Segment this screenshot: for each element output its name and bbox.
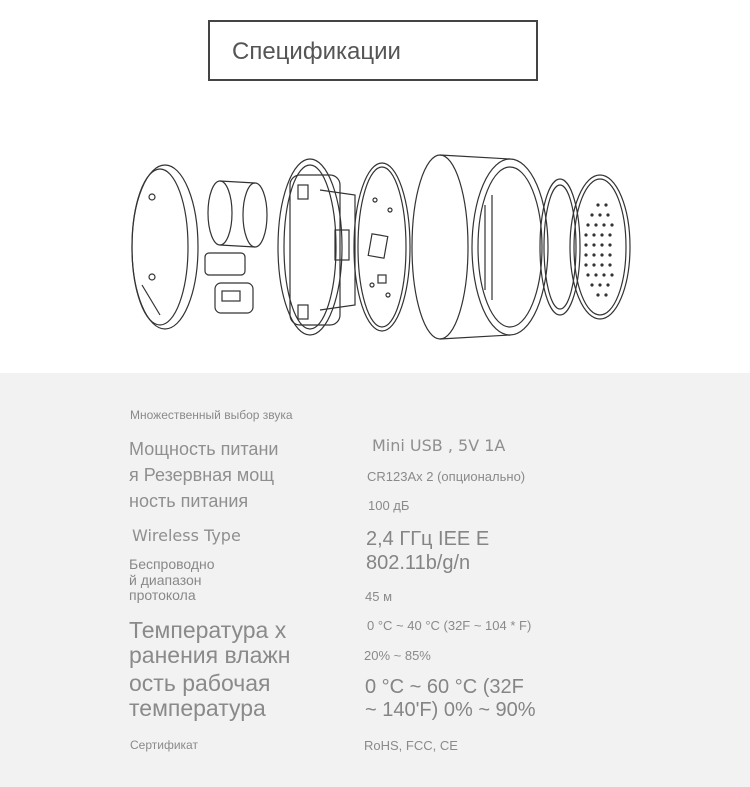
- exploded-device-diagram-icon: [120, 145, 640, 350]
- range-label-line-2: й диапазон: [129, 572, 202, 588]
- title-box: [208, 20, 538, 81]
- wireless-type-label: Wireless Type: [132, 526, 241, 545]
- power-label-line-3: ность питания: [129, 491, 249, 511]
- power-value: Mini USB , 5V 1A: [372, 436, 506, 455]
- range-label-line-3: протокола: [129, 587, 196, 603]
- page-title: Спецификации: [232, 38, 401, 65]
- power-label-line-2: я Резервная мощ: [129, 465, 275, 485]
- working-value-line-2: ~ 140'F) 0% ~ 90%: [365, 699, 536, 721]
- specs-section: [0, 373, 750, 787]
- power-label-line-1: Мощность питани: [129, 439, 279, 459]
- wireless-value-line-1: 2,4 ГГц IEE E: [366, 528, 490, 550]
- sound-choice-label: Множественный выбор звука: [130, 408, 293, 422]
- temp-label-line-1: Температура х: [129, 617, 287, 643]
- backup-value: CR123Ax 2 (опционально): [367, 469, 526, 484]
- wireless-value-line-2: 802.11b/g/n: [366, 552, 471, 574]
- range-value: 45 м: [365, 589, 393, 604]
- cert-value: RoHS, FCC, CE: [364, 738, 458, 753]
- cert-label: Сертификат: [130, 738, 198, 752]
- sound-value: 100 дБ: [368, 498, 410, 513]
- temp-label-line-3: ость рабочая: [129, 670, 271, 696]
- range-label-line-1: Беспроводно: [129, 556, 215, 572]
- storage-temp-value: 0 °C ~ 40 °C (32F ~ 104 * F): [367, 618, 532, 633]
- humidity-value: 20% ~ 85%: [364, 648, 431, 663]
- temp-label-line-4: температура: [129, 695, 266, 721]
- temp-label-line-2: ранения влажн: [129, 642, 291, 668]
- working-value-line-1: 0 °C ~ 60 °C (32F: [365, 676, 524, 698]
